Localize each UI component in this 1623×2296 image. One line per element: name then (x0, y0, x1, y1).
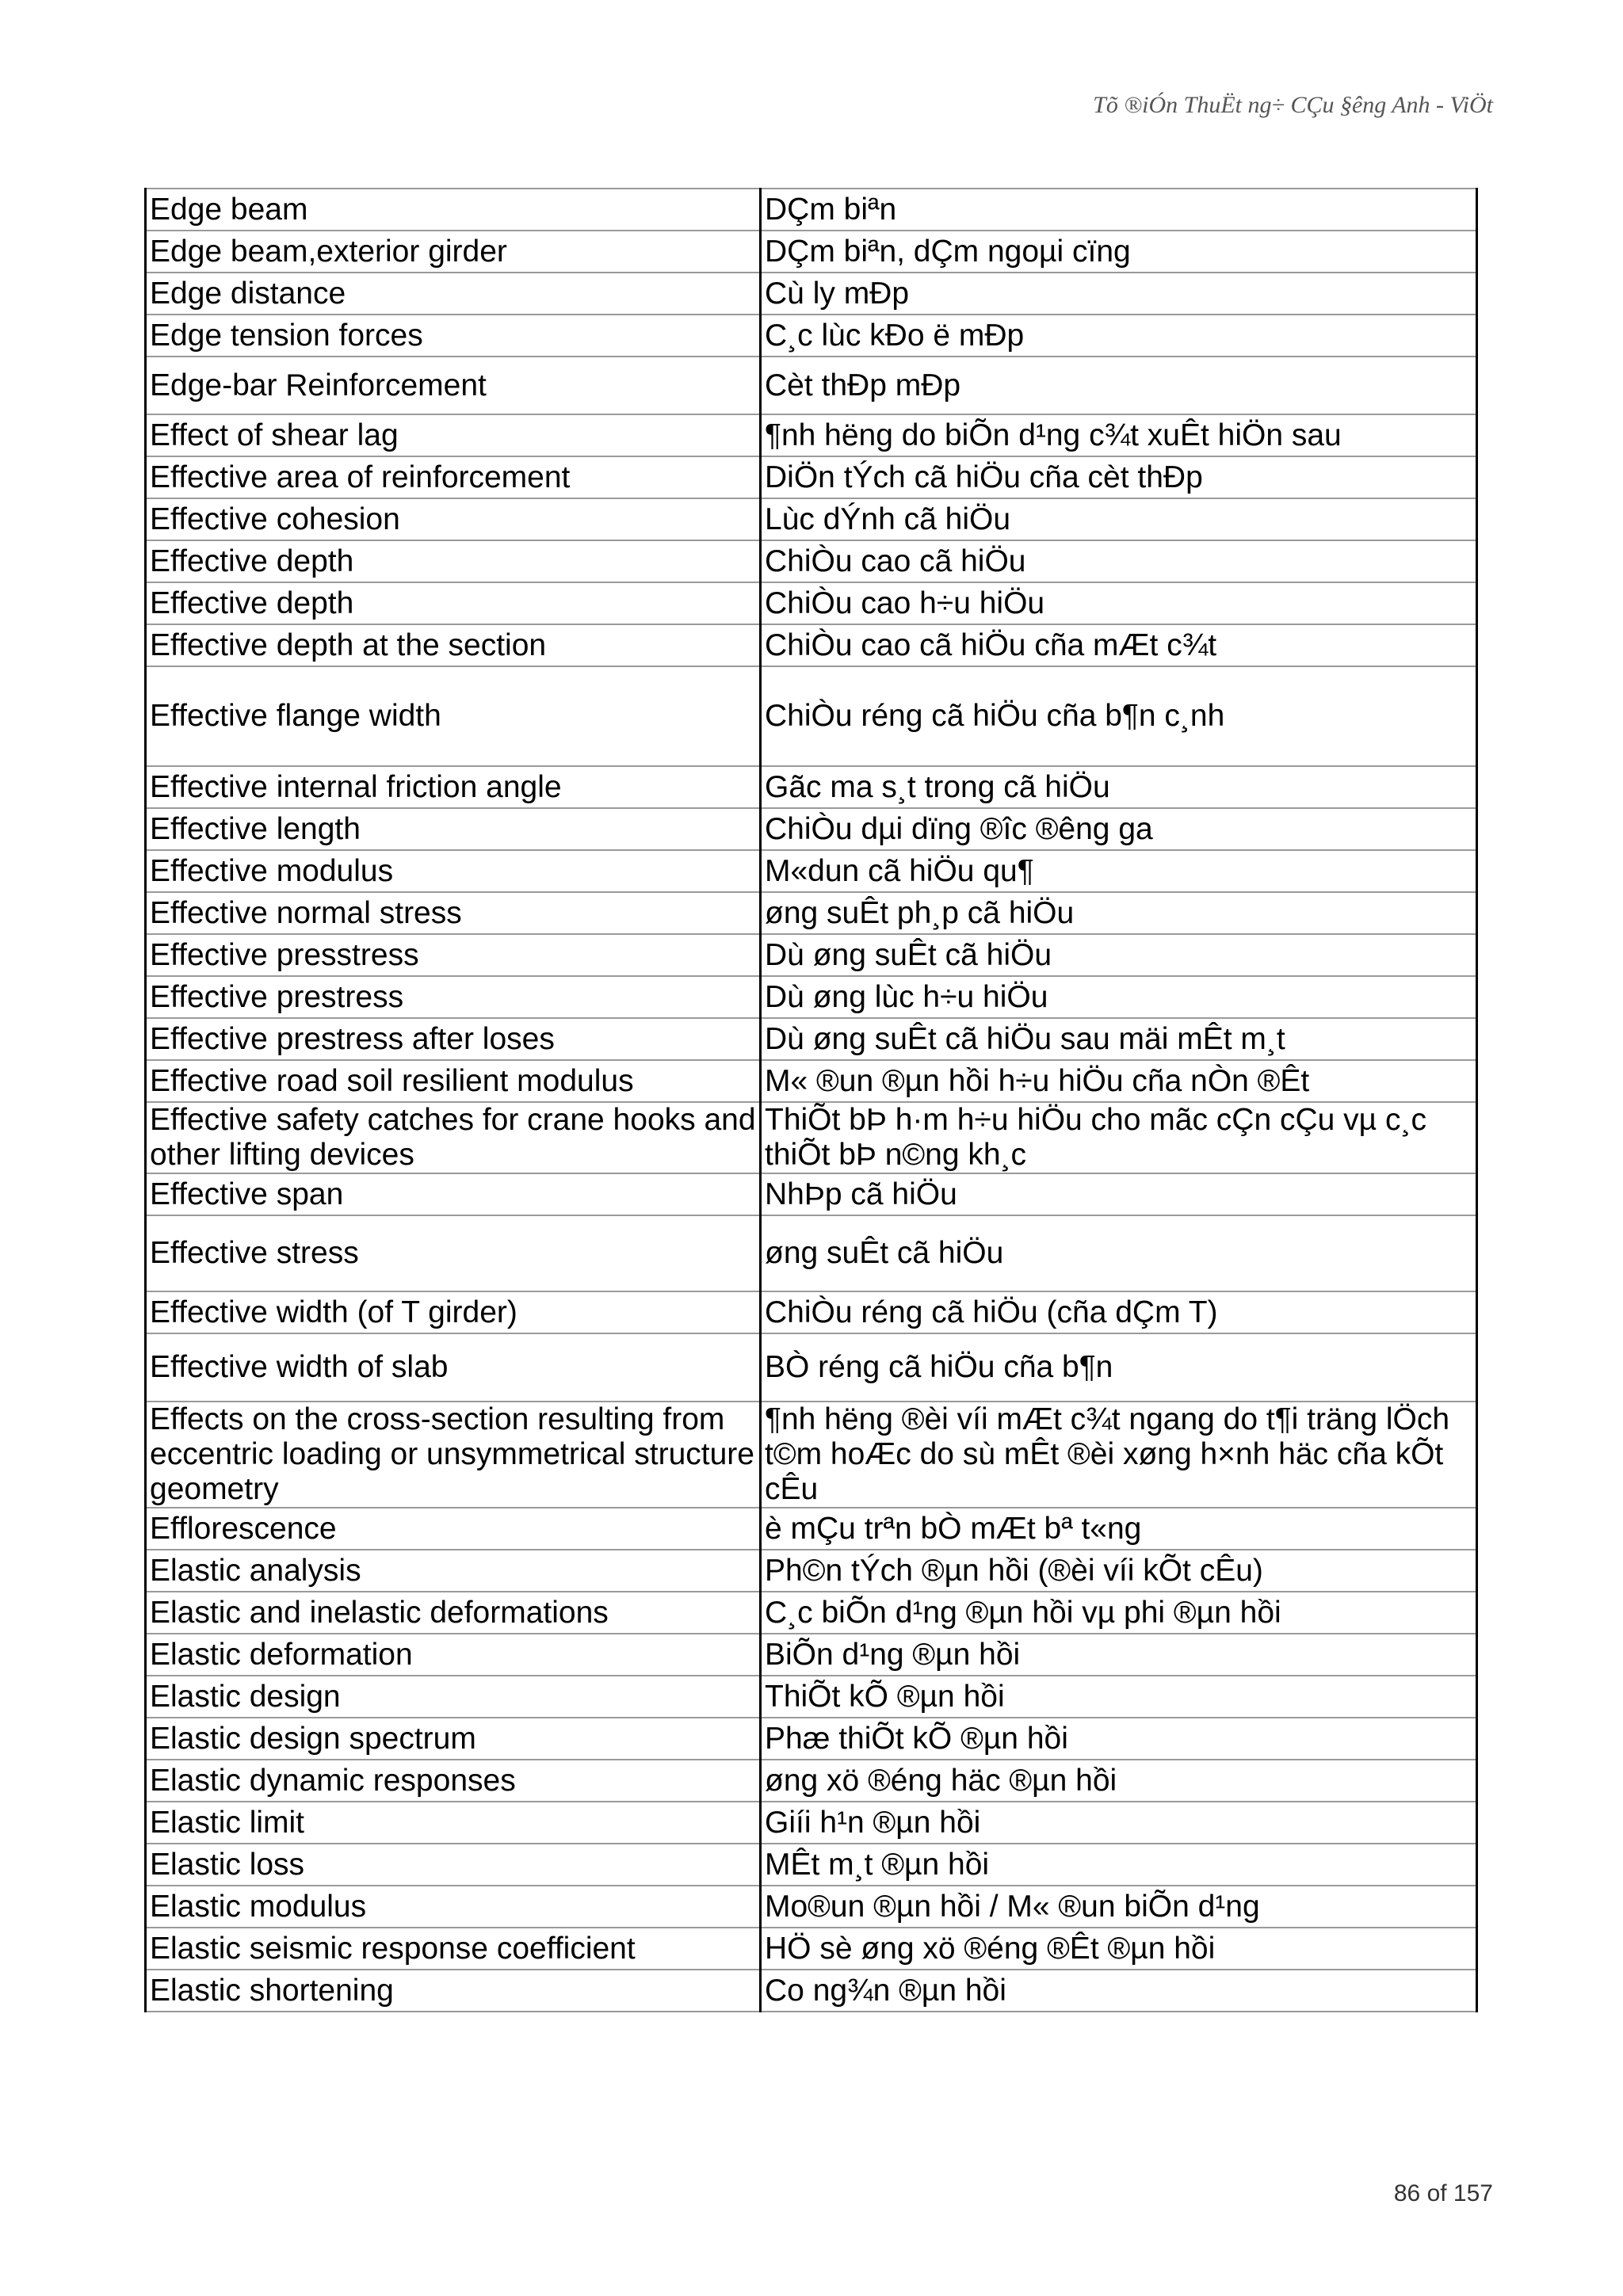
term-vietnamese: øng suÊt ph¸p cã hiÖu (761, 892, 1477, 934)
term-english: Elastic shortening (146, 1970, 761, 2012)
table-row (146, 189, 1477, 231)
term-english: Effective normal stress (146, 892, 761, 934)
term-english: Effective area of reinforcement (146, 456, 761, 498)
table-row (146, 231, 1477, 273)
table-row (146, 1760, 1477, 1802)
term-english: Elastic dynamic responses (146, 1760, 761, 1802)
term-vietnamese: ThiÕt bÞ h·m h÷u hiÖu cho mãc cÇn cÇu vµ c¸c thiÕt bÞ n©ng kh¸c (761, 1102, 1477, 1173)
term-english: Effective flange width (146, 666, 761, 766)
table-row (146, 582, 1477, 624)
term-vietnamese: BiÕn d¹ng ®µn hồi (761, 1634, 1477, 1676)
term-english: Edge distance (146, 273, 761, 315)
term-vietnamese: Cù ly mÐp (761, 273, 1477, 315)
term-vietnamese: M«dun cã hiÖu qu¶ (761, 850, 1477, 892)
term-vietnamese: ¶nh hëng ®èi víi mÆt c¾t ngang do t¶i träng lÖch t©m hoÆc do sù mÊt ®èi xøng h×nh häc cña kÕt cÊu (761, 1402, 1477, 1508)
term-vietnamese: ¶nh hëng do biÕn d¹ng c¾t xuÊt hiÖn sau (761, 414, 1477, 456)
term-vietnamese: Cèt thÐp mÐp (761, 357, 1477, 414)
table-row (146, 414, 1477, 456)
term-english: Elastic analysis (146, 1550, 761, 1592)
term-english: Effective stress (146, 1215, 761, 1291)
table-row (146, 1508, 1477, 1550)
table-row (146, 934, 1477, 976)
term-vietnamese: C¸c biÕn d¹ng ®µn hồi vµ phi ®µn hồi (761, 1592, 1477, 1634)
term-vietnamese: Phæ thiÕt kÕ ®µn hồi (761, 1718, 1477, 1760)
table-row (146, 456, 1477, 498)
table-row (146, 1215, 1477, 1291)
term-vietnamese: BÒ réng cã hiÖu cña b¶n (761, 1333, 1477, 1402)
table-row (146, 1634, 1477, 1676)
term-vietnamese: ChiÒu cao h÷u hiÖu (761, 582, 1477, 624)
term-vietnamese: DiÖn tÝch cã hiÖu cña cèt thÐp (761, 456, 1477, 498)
term-vietnamese: Dù øng lùc h÷u hiÖu (761, 976, 1477, 1018)
term-vietnamese: ThiÕt kÕ ®µn hồi (761, 1676, 1477, 1718)
table-row (146, 892, 1477, 934)
table-row (146, 1676, 1477, 1718)
table-row (146, 1592, 1477, 1634)
term-english: Effective presstress (146, 934, 761, 976)
table-row (146, 1060, 1477, 1102)
table-row (146, 540, 1477, 582)
table-row (146, 1718, 1477, 1760)
term-vietnamese: M« ®un ®µn hồi h÷u hiÖu cña nÒn ®Êt (761, 1060, 1477, 1102)
term-english: Edge tension forces (146, 315, 761, 357)
glossary-table (144, 188, 1478, 2012)
term-english: Effective width (of T girder) (146, 1291, 761, 1333)
term-english: Effective modulus (146, 850, 761, 892)
term-english: Elastic loss (146, 1844, 761, 1886)
term-vietnamese: øng suÊt cã hiÖu (761, 1215, 1477, 1291)
table-row (146, 1173, 1477, 1215)
table-row (146, 1291, 1477, 1333)
term-english: Effective width of slab (146, 1333, 761, 1402)
table-row (146, 1844, 1477, 1886)
term-vietnamese: C¸c lùc kÐo ë mÐp (761, 315, 1477, 357)
table-row (146, 1402, 1477, 1508)
term-english: Effective internal friction angle (146, 766, 761, 808)
term-english: Edge beam (146, 189, 761, 231)
term-vietnamese: Mo®un ®µn hồi / M« ®un biÕn d¹ng (761, 1886, 1477, 1928)
term-english: Effect of shear lag (146, 414, 761, 456)
term-english: Effective depth (146, 582, 761, 624)
term-english: Edge-bar Reinforcement (146, 357, 761, 414)
table-row (146, 357, 1477, 414)
term-vietnamese: HÖ sè øng xö ®éng ®Êt ®µn hồi (761, 1928, 1477, 1970)
table-row (146, 624, 1477, 666)
term-english: Elastic design (146, 1676, 761, 1718)
term-english: Edge beam,exterior girder (146, 231, 761, 273)
page-number: 86 of 157 (1393, 2180, 1493, 2206)
term-english: Elastic modulus (146, 1886, 761, 1928)
term-vietnamese: Giíi h¹n ®µn hồi (761, 1802, 1477, 1844)
table-row (146, 850, 1477, 892)
table-row (146, 273, 1477, 315)
table-row (146, 1802, 1477, 1844)
table-row (146, 1550, 1477, 1592)
term-english: Effective length (146, 808, 761, 850)
term-english: Effects on the cross-section resulting from eccentric loading or unsymmetrical structure geometry (146, 1402, 761, 1508)
table-row (146, 1018, 1477, 1060)
table-row (146, 1970, 1477, 2012)
term-vietnamese: Dù øng suÊt cã hiÖu (761, 934, 1477, 976)
table-row (146, 1333, 1477, 1402)
term-english: Elastic design spectrum (146, 1718, 761, 1760)
term-english: Effective cohesion (146, 498, 761, 540)
term-vietnamese: DÇm biªn (761, 189, 1477, 231)
term-vietnamese: ChiÒu cao cã hiÖu cña mÆt c¾t (761, 624, 1477, 666)
table-row (146, 1886, 1477, 1928)
term-english: Effective span (146, 1173, 761, 1215)
term-vietnamese: Gãc ma s¸t trong cã hiÖu (761, 766, 1477, 808)
term-english: Elastic and inelastic deformations (146, 1592, 761, 1634)
term-vietnamese: NhÞp cã hiÖu (761, 1173, 1477, 1215)
table-row (146, 666, 1477, 766)
term-vietnamese: ChiÒu cao cã hiÖu (761, 540, 1477, 582)
term-english: Elastic limit (146, 1802, 761, 1844)
term-vietnamese: ChiÒu réng cã hiÖu (cña dÇm T) (761, 1291, 1477, 1333)
term-english: Effective road soil resilient modulus (146, 1060, 761, 1102)
term-english: Elastic deformation (146, 1634, 761, 1676)
term-vietnamese: Dù øng suÊt cã hiÖu sau mäi mÊt m¸t (761, 1018, 1477, 1060)
term-vietnamese: Co ng¾n ®µn hồi (761, 1970, 1477, 2012)
term-vietnamese: è mÇu trªn bÒ mÆt bª t«ng (761, 1508, 1477, 1550)
term-vietnamese: ChiÒu dµi dïng ®îc ®êng ga (761, 808, 1477, 850)
table-row (146, 498, 1477, 540)
term-english: Effective depth at the section (146, 624, 761, 666)
table-row (146, 1928, 1477, 1970)
term-english: Elastic seismic response coefficient (146, 1928, 761, 1970)
term-vietnamese: ChiÒu réng cã hiÖu cña b¶n c¸nh (761, 666, 1477, 766)
term-english: Effective depth (146, 540, 761, 582)
table-row (146, 766, 1477, 808)
term-vietnamese: DÇm biªn, dÇm ngoµi cïng (761, 231, 1477, 273)
term-vietnamese: øng xö ®éng häc ®µn hồi (761, 1760, 1477, 1802)
term-vietnamese: Lùc dÝnh cã hiÖu (761, 498, 1477, 540)
term-english: Effective safety catches for crane hooks and other lifting devices (146, 1102, 761, 1173)
term-english: Effective prestress (146, 976, 761, 1018)
running-header: Tõ ®iÓn ThuËt ng÷ CÇu §êng Anh - ViÖt (1093, 92, 1493, 118)
table-row (146, 315, 1477, 357)
table-row (146, 808, 1477, 850)
term-vietnamese: Ph©n tÝch ®µn hồi (®èi víi kÕt cÊu) (761, 1550, 1477, 1592)
term-english: Efflorescence (146, 1508, 761, 1550)
term-english: Effective prestress after loses (146, 1018, 761, 1060)
term-vietnamese: MÊt m¸t ®µn hồi (761, 1844, 1477, 1886)
table-row (146, 1102, 1477, 1173)
table-row (146, 976, 1477, 1018)
